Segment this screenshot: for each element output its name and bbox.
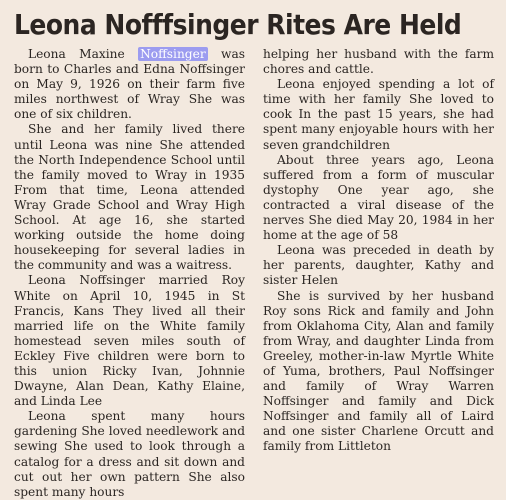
paragraph-marriage: Leona Noffsinger married Roy White on April 10, 1945 in St Francis, Kans They lived all their married life on the White family homestead seven miles south of Eckley Five children were born to this union Ricky Ivan, Johnnie Dwayne, Alan Dean, Kathy Elaine, and Linda Lee [14,273,245,409]
right-column [263,47,494,500]
left-column [14,47,245,500]
paragraph-childhood: She and her family lived there until Leona was nine She attended the North Independence School until the family moved to Wray in 1935 From that time, Leona attended Wray Grade School and Wray High School. At age 16, she started working outside the home doing housekeeping for several ladies in the community and was a waitress. [14,122,245,273]
paragraph-survivors: She is survived by her husband Roy sons Rick and family and John from Oklahoma City, Alan and family from Wray, and daughter Linda from Greeley, mother-in-law Myrtle White of Yuma, brothers, Paul Noffsinger and family of Wray Warren Noffsinger and family and Dick Noffsinger and family all of Laird and one sister Charlene Orcutt and family from Littleton [263,288,494,454]
paragraph-birth-end: was born to Charles and Edna Noffsinger on May 9, 1926 on their farm five miles northwest of Wray She was one of six children. [14,47,246,122]
paragraph-hobbies: Leona spent many hours gardening She loved needlework and sewing She used to look through a catalog for a dress and sit down and cut out her own pattern She also spent many hours [14,409,245,499]
paragraph-family: Leona enjoyed spending a lot of time with her family She loved to cook In the past 15 years, she had spent many enjoyable hours with her seven grandchildren [263,77,494,152]
article-body [14,47,494,500]
paragraph-illness: About three years ago, Leona suffered from a form of muscular dystophy One year ago, she contracted a viral disease of the nerves She died May 20, 1984 in her home at the age of 58 [263,152,494,243]
paragraph-preceded: Leona was preceded in death by her parents, daughter, Kathy and sister Helen [263,243,494,288]
article-headline: Leona Nofffsinger Rites Are Held [14,8,462,41]
paragraph-farm: helping her husband with the farm chores and cattle. [263,47,494,77]
highlighted-surname[interactable]: Noffsinger [140,47,206,61]
paragraph-birth-start: Leona Maxine [28,47,139,61]
paragraph-birth [14,47,245,122]
